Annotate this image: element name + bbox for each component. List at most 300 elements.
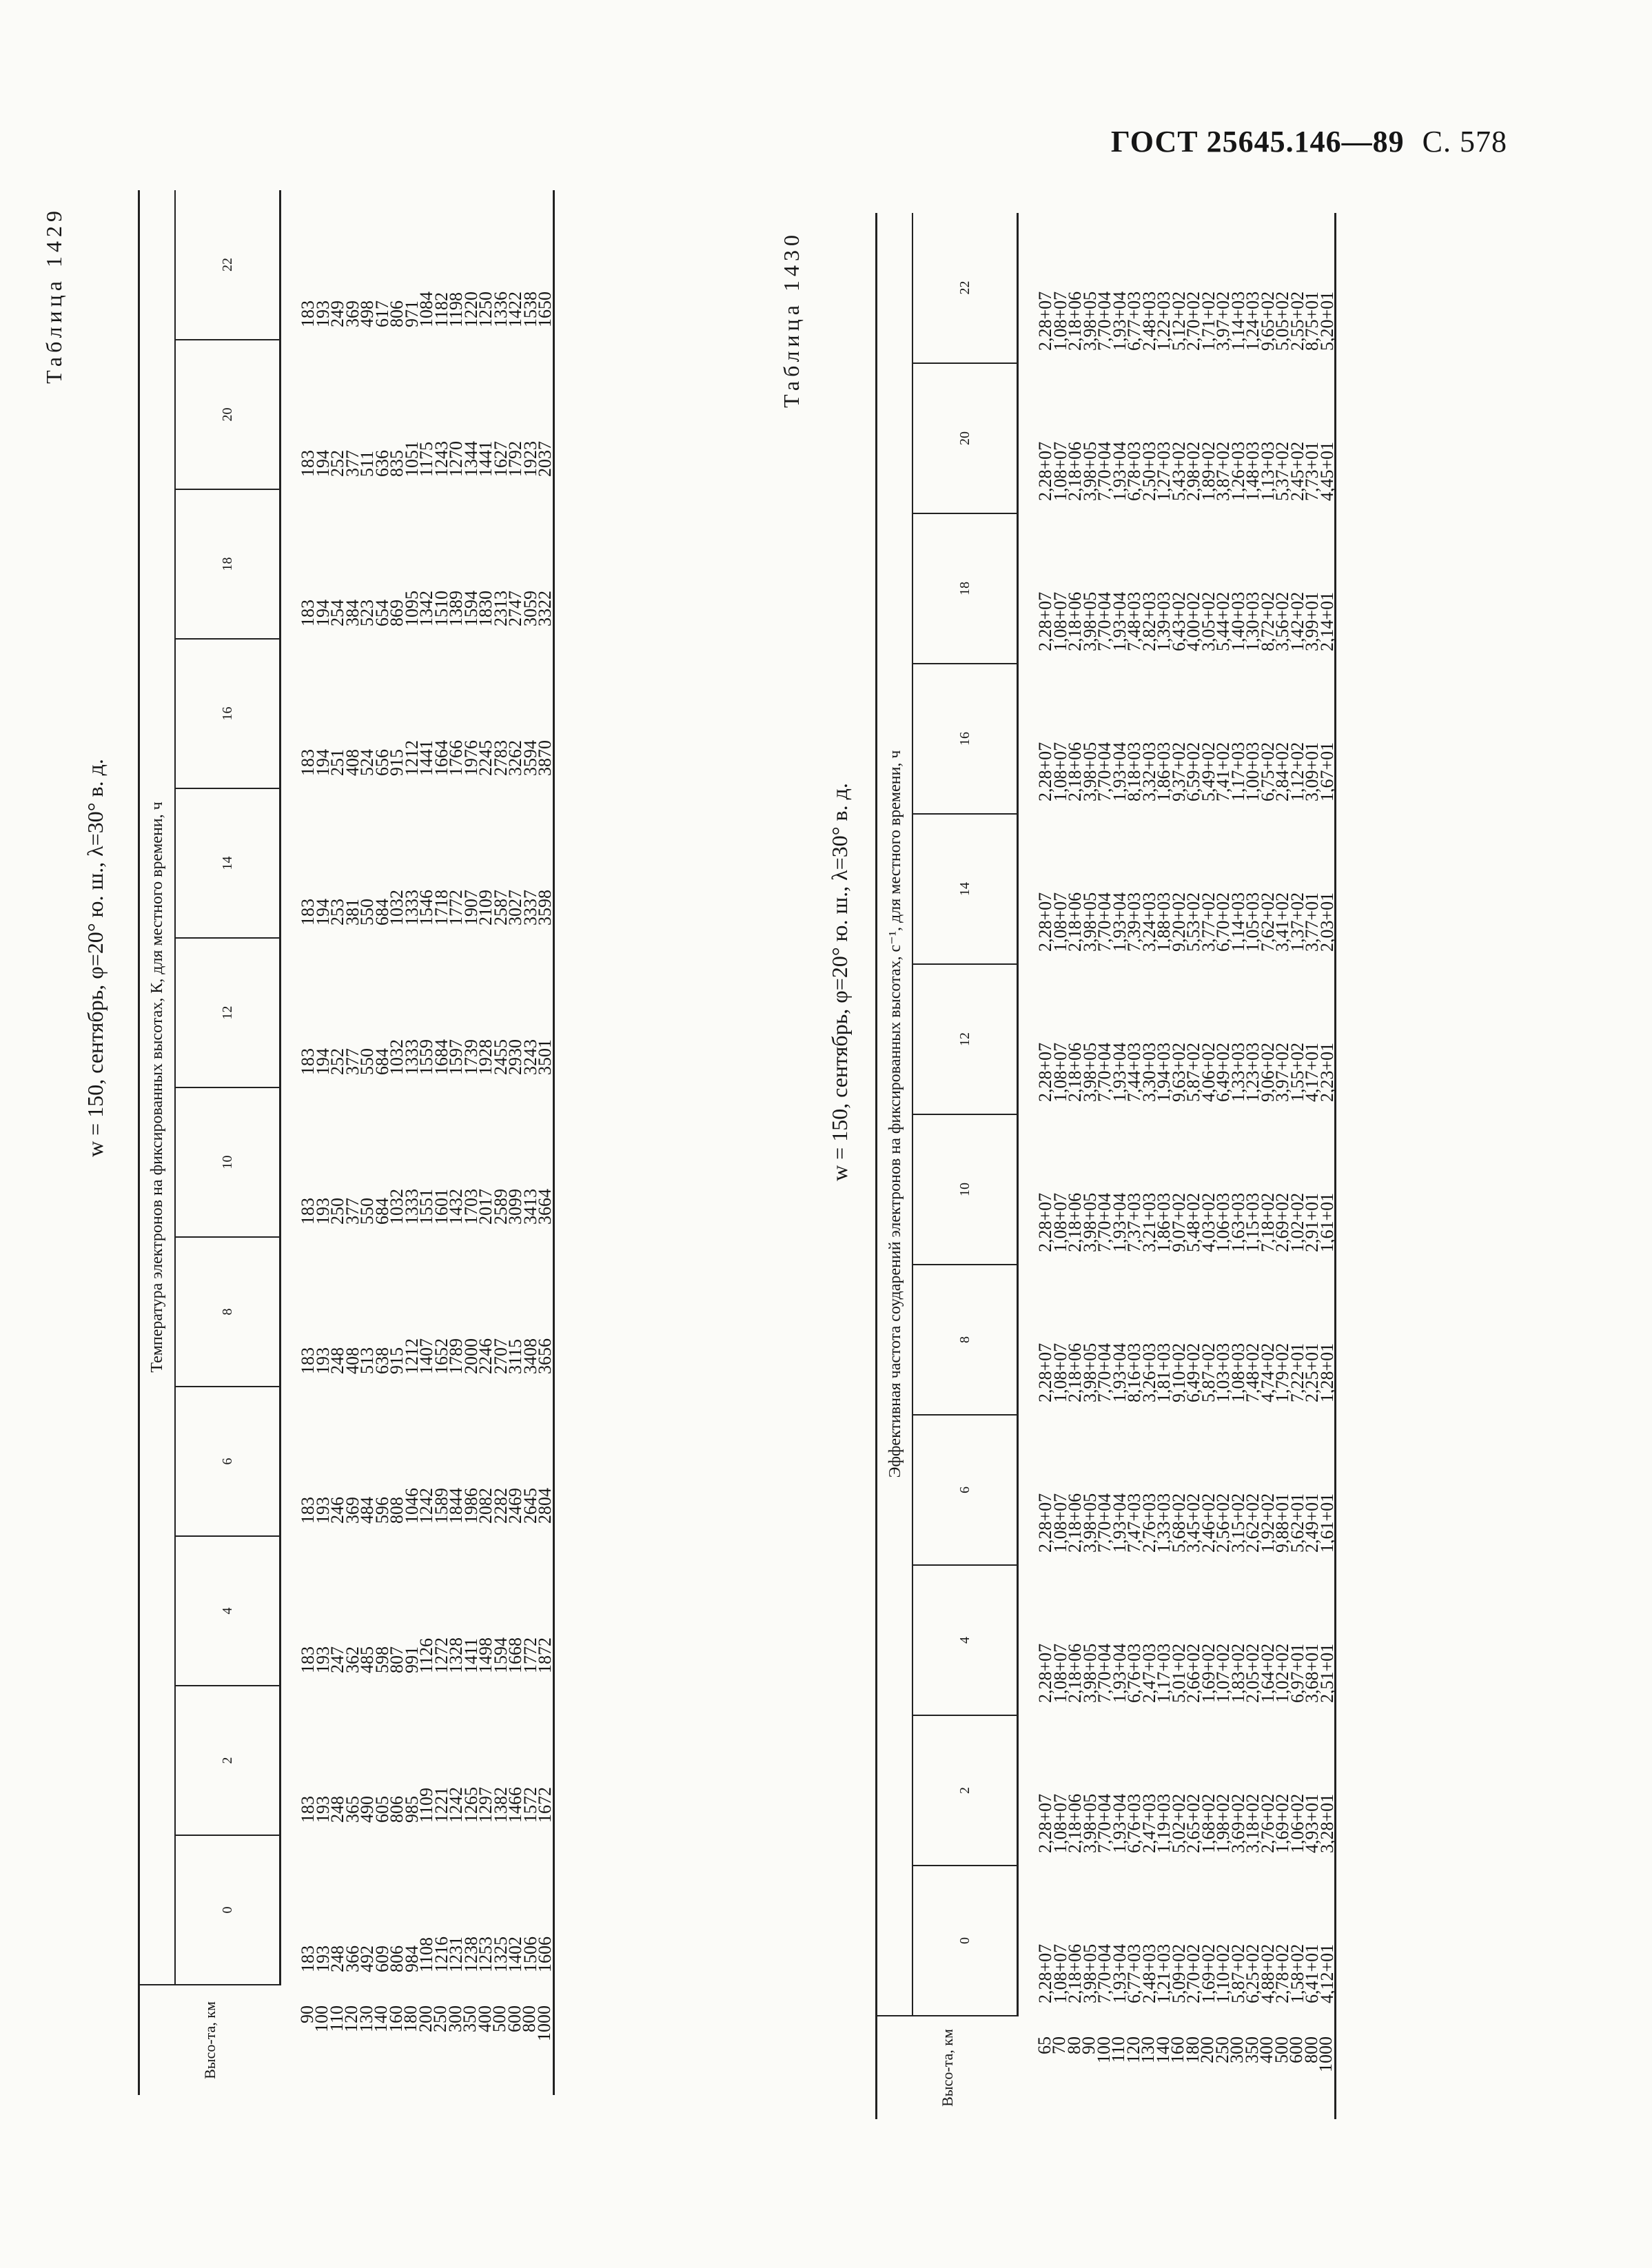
altitude-value: 90: [296, 2005, 317, 2023]
table-cell: 835: [387, 450, 407, 477]
table-cell: 1231: [446, 1937, 466, 1972]
table-cell: 6,70+02: [1213, 892, 1233, 952]
table-cell: 6,76+03: [1124, 1643, 1144, 1703]
table-cell: 513: [357, 1347, 377, 1374]
table-cell: 4,17+01: [1302, 1042, 1322, 1102]
table-cell: 3,97+02: [1213, 291, 1233, 351]
table-cell: 1272: [431, 1637, 451, 1673]
table-cell: 598: [371, 1646, 392, 1673]
table-cell: 3,98+05: [1079, 1793, 1100, 1853]
table-cell: 2313: [490, 591, 511, 626]
table-cell: 3,98+05: [1079, 291, 1100, 351]
hour-header: 22: [175, 190, 281, 340]
table-cell: 596: [371, 1497, 392, 1524]
table-cell: 1672: [535, 1787, 555, 1823]
table-cell: 5,53+02: [1183, 892, 1203, 952]
table-cell: 1108: [416, 1937, 436, 1972]
table-cell: 869: [387, 600, 407, 626]
table-1429-block: [41, 193, 731, 2095]
table-cell: 3,56+02: [1272, 591, 1292, 651]
table-cell: 381: [342, 899, 363, 926]
table-cell: 2,18+06: [1065, 291, 1085, 351]
table-cell: 1,33+03: [1154, 1493, 1174, 1553]
hour-column: [1018, 213, 1336, 363]
table-cell: 1594: [460, 591, 481, 626]
table-cell: 3,05+02: [1198, 591, 1218, 651]
hour-header: 18: [912, 513, 1018, 664]
table-cell: 511: [357, 450, 377, 477]
altitude-value: 250: [1212, 2036, 1232, 2063]
table-cell: 377: [342, 1198, 363, 1225]
table-cell: 6,25+02: [1243, 1943, 1263, 2003]
hour-column: [1018, 1415, 1336, 1565]
table-cell: 1,39+03: [1154, 591, 1174, 651]
table-cell: 7,70+04: [1094, 1793, 1114, 1853]
table-cell: 4,03+02: [1198, 1192, 1218, 1252]
table-cell: 1,12+02: [1287, 742, 1307, 801]
table-cell: 1,48+03: [1243, 441, 1263, 501]
table-cell: 1,37+02: [1287, 892, 1307, 952]
table-cell: 2587: [490, 890, 511, 926]
table-cell: 8,16+03: [1124, 1342, 1144, 1402]
table-cell: 194: [312, 749, 333, 776]
table-cell: 2,18+06: [1065, 1943, 1085, 2003]
table-cell: 2,84+02: [1272, 742, 1292, 801]
table-cell: 1411: [460, 1637, 481, 1673]
table-cell: 3,97+02: [1272, 1042, 1292, 1102]
hour-column: [281, 1536, 554, 1686]
table-cell: 1,68+02: [1198, 1793, 1218, 1853]
table-cell: 194: [312, 899, 333, 926]
table-cell: 1325: [490, 1937, 511, 1972]
table-cell: 3,68+01: [1302, 1643, 1322, 1703]
table-cell: 8,18+03: [1124, 742, 1144, 801]
table-cell: 193: [312, 1198, 333, 1225]
table-cell: 2,28+07: [1035, 742, 1055, 801]
table-cell: 1265: [460, 1787, 481, 1823]
table-cell: 3,69+02: [1227, 1793, 1248, 1853]
table-cell: 5,87+02: [1198, 1342, 1218, 1402]
table-cell: 1,13+03: [1257, 441, 1278, 501]
table-cell: 377: [342, 450, 363, 477]
table-cell: 636: [371, 450, 392, 477]
table-cell: 7,47+03: [1124, 1493, 1144, 1553]
table-cell: 1,00+03: [1243, 742, 1263, 801]
table-cell: 7,48+03: [1124, 591, 1144, 651]
table-cell: 3322: [535, 591, 555, 626]
altitude-header: Высо-та, км: [877, 2016, 1018, 2119]
table-cell: 1,08+07: [1050, 1943, 1070, 2003]
table-cell: 7,70+04: [1094, 1192, 1114, 1252]
table-cell: 2,18+06: [1065, 1192, 1085, 1252]
table-cell: 1,21+03: [1154, 1943, 1174, 2003]
table-cell: 1559: [416, 1039, 436, 1075]
table-cell: 4,74+02: [1257, 1342, 1278, 1402]
table-cell: 2,76+03: [1139, 1493, 1159, 1553]
hour-header: 20: [175, 340, 281, 489]
table-cell: 1,83+02: [1227, 1643, 1248, 1703]
table-cell: 193: [312, 1796, 333, 1823]
table-cell: 1051: [401, 441, 422, 477]
table-cell: 252: [327, 1048, 347, 1075]
table-cell: 1032: [387, 890, 407, 926]
table-cell: 2,48+03: [1139, 1943, 1159, 2003]
table-cell: 2,28+07: [1035, 291, 1055, 351]
table-cell: 7,70+04: [1094, 441, 1114, 501]
table-cell: 3,87+02: [1213, 441, 1233, 501]
altitude-value: 600: [504, 2005, 524, 2032]
table-cell: 2589: [490, 1189, 511, 1225]
table-cell: 1,67+01: [1316, 742, 1337, 801]
table-cell: 550: [357, 1048, 377, 1075]
table-cell: 1923: [520, 441, 540, 477]
altitude-value: 400: [1256, 2036, 1276, 2063]
hour-column: [281, 489, 554, 639]
table-cell: 1109: [416, 1787, 436, 1823]
table-cell: 1,14+03: [1227, 892, 1248, 952]
table-cell: 1551: [416, 1189, 436, 1225]
table-subtitle: Эффективная частота соударений электронов на фиксированных высотах, с⁻¹, для местного времени, ч: [877, 213, 913, 2016]
table-cell: 5,49+02: [1198, 742, 1218, 801]
table-cell: 366: [342, 1945, 363, 1972]
table-cell: 550: [357, 899, 377, 926]
table-cell: 5,12+02: [1168, 291, 1189, 351]
hour-column: [281, 1686, 554, 1835]
altitude-value: 350: [460, 2005, 480, 2032]
table-cell: 2,28+07: [1035, 1493, 1055, 1553]
table-cell: 3099: [505, 1189, 525, 1225]
table-subtitle: Температура электронов на фиксированных высотах, К, для местного времени, ч: [139, 190, 176, 1985]
altitude-value: 80: [1063, 2036, 1084, 2054]
table-cell: 3337: [520, 890, 540, 926]
hour-column: [281, 1835, 554, 1985]
hour-header: 10: [912, 1114, 1018, 1265]
table-cell: 485: [357, 1646, 377, 1673]
table-cell: 251: [327, 749, 347, 776]
table-cell: 377: [342, 1048, 363, 1075]
table-cell: 3408: [520, 1338, 540, 1374]
table-cell: 523: [357, 600, 377, 626]
table-cell: 4,00+02: [1183, 591, 1203, 651]
table-cell: 1402: [505, 1937, 525, 1972]
table-cell: 8,75+01: [1302, 291, 1322, 351]
hour-header: 14: [175, 788, 281, 938]
hour-header: 12: [175, 938, 281, 1087]
table-cell: 1,93+04: [1109, 1493, 1130, 1553]
table-cell: 2109: [476, 890, 496, 926]
table-cell: 2,66+02: [1183, 1643, 1203, 1703]
altitude-value: 200: [415, 2005, 436, 2032]
table-cell: 9,37+02: [1168, 742, 1189, 801]
table-cell: 1,93+04: [1109, 1192, 1130, 1252]
table-cell: 3,28+01: [1316, 1793, 1337, 1853]
table-cell: 1,06+03: [1213, 1192, 1233, 1252]
table-cell: 1,08+07: [1050, 1342, 1070, 1402]
table-cell: 2082: [476, 1488, 496, 1524]
table-cell: 1,08+07: [1050, 1793, 1070, 1853]
altitude-value: 110: [326, 2005, 347, 2032]
altitude-column: [281, 1985, 554, 2095]
table-cell: 2,49+01: [1302, 1493, 1322, 1553]
table-cell: 1928: [476, 1039, 496, 1075]
altitude-value: 120: [341, 2005, 361, 2032]
table-cell: 1126: [416, 1637, 436, 1673]
table-cell: 1,22+03: [1154, 291, 1174, 351]
altitude-value: 200: [1197, 2036, 1217, 2063]
table-cell: 1,08+07: [1050, 1192, 1070, 1252]
table-cell: 3,98+05: [1079, 892, 1100, 952]
table-cell: 3,98+05: [1079, 742, 1100, 801]
table-cell: 3,98+05: [1079, 1042, 1100, 1102]
table-cell: 1830: [476, 591, 496, 626]
table-cell: 3,30+03: [1139, 1042, 1159, 1102]
table-cell: 9,07+02: [1168, 1192, 1189, 1252]
table-cell: 984: [401, 1945, 422, 1972]
table-cell: 1,02+02: [1272, 1643, 1292, 1703]
table-cell: 684: [371, 899, 392, 926]
table-cell: 193: [312, 1646, 333, 1673]
table-cell: 1,81+03: [1154, 1342, 1174, 1402]
table-cell: 1594: [490, 1637, 511, 1673]
table-cell: 3,98+05: [1079, 441, 1100, 501]
table-cell: 1,15+03: [1243, 1192, 1263, 1252]
table-cell: 254: [327, 600, 347, 626]
table-cell: 1510: [431, 591, 451, 626]
table-cell: 7,62+02: [1257, 892, 1278, 952]
table-cell: 1,93+04: [1109, 291, 1130, 351]
table-cell: 2,18+06: [1065, 1793, 1085, 1853]
table-cell: 248: [327, 1347, 347, 1374]
table-cell: 3664: [535, 1189, 555, 1225]
table-cell: 1986: [460, 1488, 481, 1524]
table-cell: 2,28+07: [1035, 1943, 1055, 2003]
table-cell: 6,43+02: [1168, 591, 1189, 651]
table-cell: 1,42+02: [1287, 591, 1307, 651]
table-cell: 1432: [446, 1189, 466, 1225]
hour-column: [281, 788, 554, 938]
table-1430: [875, 213, 1336, 2119]
table-cell: 1216: [431, 1937, 451, 1972]
table-cell: 1242: [416, 1488, 436, 1524]
table-cell: 183: [298, 899, 318, 926]
table-cell: 7,70+04: [1094, 1943, 1114, 2003]
hour-header: 4: [912, 1565, 1018, 1715]
table-cell: 1220: [460, 292, 481, 327]
table-cell: 1382: [490, 1787, 511, 1823]
table-cell: 1668: [505, 1637, 525, 1673]
table-cell: 7,70+04: [1094, 1643, 1114, 1703]
table-cell: 193: [312, 1347, 333, 1374]
table-cell: 2645: [520, 1488, 540, 1524]
table-cell: 1,64+02: [1257, 1643, 1278, 1703]
table-cell: 1,08+07: [1050, 1643, 1070, 1703]
table-cell: 2,18+06: [1065, 892, 1085, 952]
table-cell: 2,23+01: [1316, 1042, 1337, 1102]
table-cell: 7,70+04: [1094, 291, 1114, 351]
table-cell: 1,10+02: [1213, 1943, 1233, 2003]
table-cell: 1344: [460, 441, 481, 477]
table-cell: 1095: [401, 591, 422, 626]
table-cell: 1,27+03: [1154, 441, 1174, 501]
table-cell: 2455: [490, 1039, 511, 1075]
table-cell: 3,77+01: [1302, 892, 1322, 952]
table-cell: 3870: [535, 740, 555, 776]
hour-column: [281, 190, 554, 340]
table-cell: 1,63+03: [1227, 1192, 1248, 1252]
hour-header: 22: [912, 213, 1018, 363]
table-cell: 492: [357, 1945, 377, 1972]
table-cell: 1333: [401, 1189, 422, 1225]
table-cell: 7,70+04: [1094, 892, 1114, 952]
hour-header: 10: [175, 1087, 281, 1237]
table-cell: 252: [327, 450, 347, 477]
table-cell: 971: [401, 300, 422, 327]
altitude-value: 130: [1138, 2036, 1158, 2063]
table-title: Таблица 1430: [779, 231, 804, 408]
table-cell: 1,93+04: [1109, 1042, 1130, 1102]
table-cell: 1772: [446, 890, 466, 926]
table-cell: 2,91+01: [1302, 1192, 1322, 1252]
table-cell: 1506: [520, 1937, 540, 1972]
table-cell: 5,01+02: [1168, 1643, 1189, 1703]
table-cell: 248: [327, 1945, 347, 1972]
table-cell: 1,08+07: [1050, 291, 1070, 351]
table-cell: 2,28+07: [1035, 892, 1055, 952]
table-cell: 2,56+02: [1213, 1493, 1233, 1553]
table-cell: 1,17+03: [1154, 1643, 1174, 1703]
table-cell: 3,99+01: [1302, 591, 1322, 651]
table-cell: 4,06+02: [1198, 1042, 1218, 1102]
table-cell: 3598: [535, 890, 555, 926]
hour-column: [281, 639, 554, 788]
table-cell: 3,98+05: [1079, 1643, 1100, 1703]
table-cell: 2,50+03: [1139, 441, 1159, 501]
table-cell: 915: [387, 749, 407, 776]
altitude-value: 130: [356, 2005, 376, 2032]
table-cell: 3,98+05: [1079, 1342, 1100, 1402]
table-cell: 1,28+01: [1316, 1342, 1337, 1402]
table-cell: 7,39+03: [1124, 892, 1144, 952]
table-cell: 1844: [446, 1488, 466, 1524]
hour-header: 0: [912, 1866, 1018, 2016]
table-cell: 1,40+03: [1227, 591, 1248, 651]
table-cell: 6,41+01: [1302, 1943, 1322, 2003]
table-cell: 250: [327, 1198, 347, 1225]
table-cell: 3594: [520, 740, 540, 776]
table-cell: 194: [312, 450, 333, 477]
table-cell: 1976: [460, 740, 481, 776]
table-cell: 3,98+05: [1079, 591, 1100, 651]
table-cell: 1,08+07: [1050, 1493, 1070, 1553]
table-cell: 2,78+02: [1272, 1943, 1292, 2003]
page-header: [1111, 124, 1507, 159]
hour-column: [1018, 664, 1336, 814]
table-cell: 656: [371, 749, 392, 776]
table-cell: 2,70+02: [1183, 291, 1203, 351]
table-cell: 3,45+02: [1183, 1493, 1203, 1553]
table-cell: 1684: [431, 1039, 451, 1075]
hour-header: 2: [175, 1686, 281, 1835]
table-cell: 3,09+01: [1302, 742, 1322, 801]
table-cell: 9,10+02: [1168, 1342, 1189, 1402]
table-cell: 3,41+02: [1272, 892, 1292, 952]
table-1430-block: [779, 217, 1571, 2119]
hour-header: 2: [912, 1715, 1018, 1866]
hour-header: 16: [175, 639, 281, 788]
table-cell: 7,70+04: [1094, 1493, 1114, 1553]
table-cell: 183: [298, 749, 318, 776]
table-cell: 2,28+07: [1035, 591, 1055, 651]
table-title: Таблица 1429: [41, 207, 66, 384]
table-cell: 2,55+02: [1287, 291, 1307, 351]
table-cell: 2,18+06: [1065, 742, 1085, 801]
hour-header: 6: [175, 1387, 281, 1536]
table-cell: 1250: [476, 292, 496, 327]
table-cell: 1032: [387, 1039, 407, 1075]
table-cell: 684: [371, 1048, 392, 1075]
table-cell: 5,44+02: [1213, 591, 1233, 651]
table-cell: 1342: [416, 591, 436, 626]
table-cell: 2,47+03: [1139, 1793, 1159, 1853]
standard-number: ГОСТ 25645.146—89: [1110, 125, 1405, 159]
table-cell: 9,06+02: [1257, 1042, 1278, 1102]
altitude-value: 90: [1079, 2036, 1099, 2054]
table-cell: 1,24+03: [1243, 291, 1263, 351]
table-cell: 369: [342, 300, 363, 327]
altitude-value: 400: [474, 2005, 495, 2032]
altitude-value: 160: [1167, 2036, 1187, 2063]
table-cell: 1627: [490, 441, 511, 477]
table-cell: 1907: [460, 890, 481, 926]
table-cell: 1,08+07: [1050, 742, 1070, 801]
table-cell: 5,09+02: [1168, 1943, 1189, 2003]
table-cell: 808: [387, 1497, 407, 1524]
altitude-value: 350: [1241, 2036, 1262, 2063]
altitude-value: 800: [1301, 2036, 1321, 2063]
table-cell: 194: [312, 1048, 333, 1075]
hour-column: [1018, 1265, 1336, 1415]
altitude-value: 1000: [533, 2005, 554, 2041]
table-cell: 6,49+02: [1183, 1342, 1203, 1402]
table-cell: 183: [298, 450, 318, 477]
table-cell: 193: [312, 1497, 333, 1524]
table-cell: 1182: [431, 292, 451, 327]
table-cell: 2,28+07: [1035, 1192, 1055, 1252]
table-cell: 7,18+02: [1257, 1192, 1278, 1252]
table-cell: 4,93+01: [1302, 1793, 1322, 1853]
table-cell: 1,69+02: [1272, 1793, 1292, 1853]
table-cell: 3115: [505, 1338, 525, 1374]
table-cell: 1,71+02: [1198, 291, 1218, 351]
table-cell: 408: [342, 749, 363, 776]
table-cell: 5,68+02: [1168, 1493, 1189, 1553]
table-cell: 183: [298, 1945, 318, 1972]
hour-column: [1018, 1114, 1336, 1265]
table-cell: 7,73+01: [1302, 441, 1322, 501]
table-cell: 2,46+02: [1198, 1493, 1218, 1553]
table-caption: w = 150, сентябрь, φ=20° ю. ш., λ=30° в. д.: [827, 783, 852, 1181]
table-cell: 1084: [416, 292, 436, 327]
table-cell: 183: [298, 1646, 318, 1673]
table-cell: 1389: [446, 591, 466, 626]
table-cell: 1212: [401, 1338, 422, 1374]
table-cell: 2,65+02: [1183, 1793, 1203, 1853]
table-cell: 183: [298, 1347, 318, 1374]
table-cell: 5,87+02: [1227, 1943, 1248, 2003]
table-cell: 1046: [401, 1488, 422, 1524]
table-cell: 1,08+07: [1050, 441, 1070, 501]
table-cell: 915: [387, 1347, 407, 1374]
